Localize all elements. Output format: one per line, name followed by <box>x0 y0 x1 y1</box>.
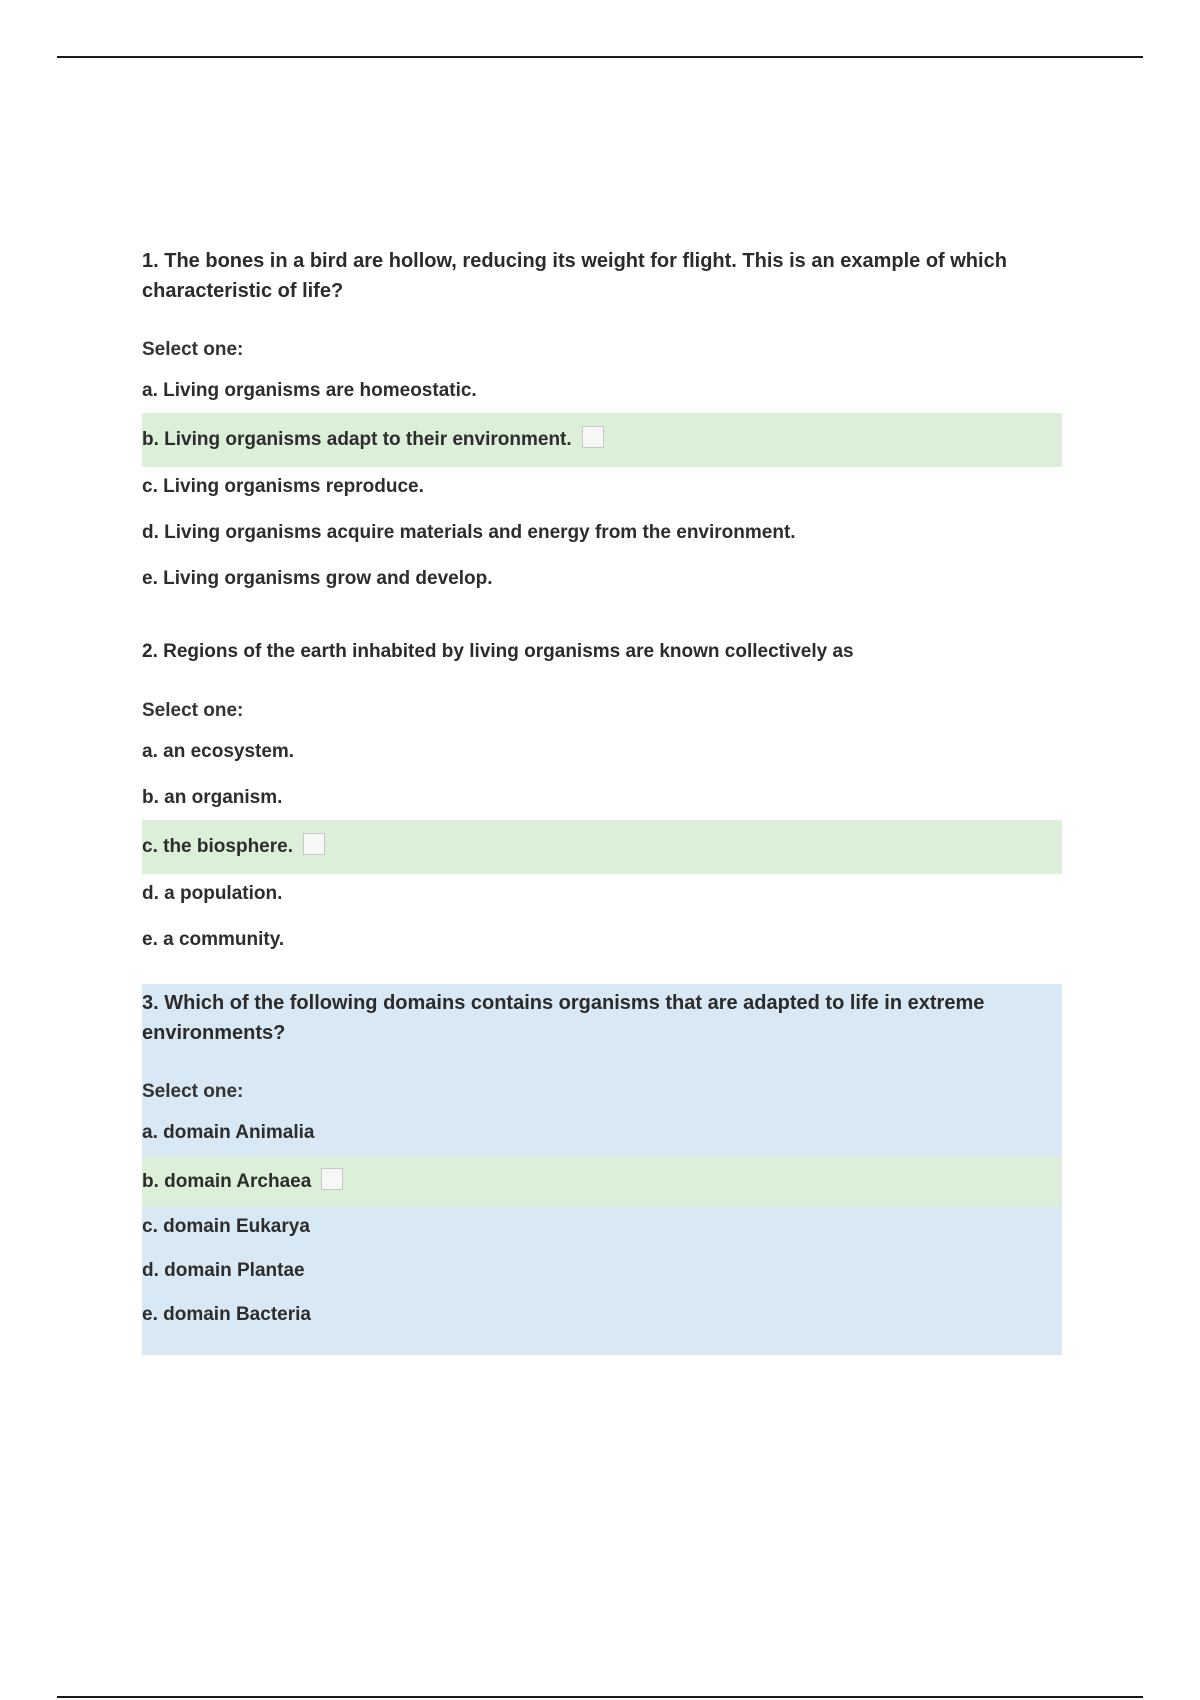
question-2-option-b[interactable]: b. an organism. <box>142 787 283 808</box>
question-3-option-a[interactable]: a. domain Animalia <box>142 1122 315 1143</box>
question-1-select-label: Select one: <box>142 339 244 360</box>
question-1-option-c[interactable]: c. Living organisms reproduce. <box>142 476 424 497</box>
checkbox-icon[interactable] <box>303 833 325 855</box>
question-1-option-e[interactable]: e. Living organisms grow and develop. <box>142 568 493 589</box>
question-1-option-d[interactable]: d. Living organisms acquire materials and energy from the environment. <box>142 522 796 543</box>
question-2-select-label: Select one: <box>142 700 244 721</box>
quiz-content <box>142 242 1062 1355</box>
question-1-option-b[interactable]: b. Living organisms adapt to their environment. <box>142 413 1062 467</box>
question-3-select-label: Select one: <box>142 1081 244 1102</box>
bottom-rule <box>57 1696 1143 1698</box>
question-3-text: 3. Which of the following domains contains organisms that are adapted to life in extreme environments? <box>142 992 985 1044</box>
question-2-option-d[interactable]: d. a population. <box>142 883 283 904</box>
checkbox-icon[interactable] <box>582 426 604 448</box>
question-2-option-c[interactable]: c. the biosphere. <box>142 820 1062 874</box>
question-1-option-a[interactable]: a. Living organisms are homeostatic. <box>142 380 477 401</box>
question-3-option-c[interactable]: c. domain Eukarya <box>142 1216 310 1237</box>
question-1 <box>142 242 1062 595</box>
question-2-text: 2. Regions of the earth inhabited by living organisms are known collectively as <box>142 641 854 662</box>
question-1-text: 1. The bones in a bird are hollow, reducing its weight for flight. This is an example of which characteristic of life? <box>142 250 1007 302</box>
question-2-option-a[interactable]: a. an ecosystem. <box>142 741 295 762</box>
question-3-option-e[interactable]: e. domain Bacteria <box>142 1304 311 1325</box>
question-3 <box>142 984 1062 1355</box>
question-2-option-e[interactable]: e. a community. <box>142 929 285 950</box>
spacer <box>142 609 1062 633</box>
question-2 <box>142 633 1062 956</box>
top-rule <box>57 56 1143 58</box>
question-3-option-d[interactable]: d. domain Plantae <box>142 1260 305 1281</box>
checkbox-icon[interactable] <box>321 1168 343 1190</box>
question-3-option-b[interactable]: b. domain Archaea <box>142 1157 1062 1207</box>
